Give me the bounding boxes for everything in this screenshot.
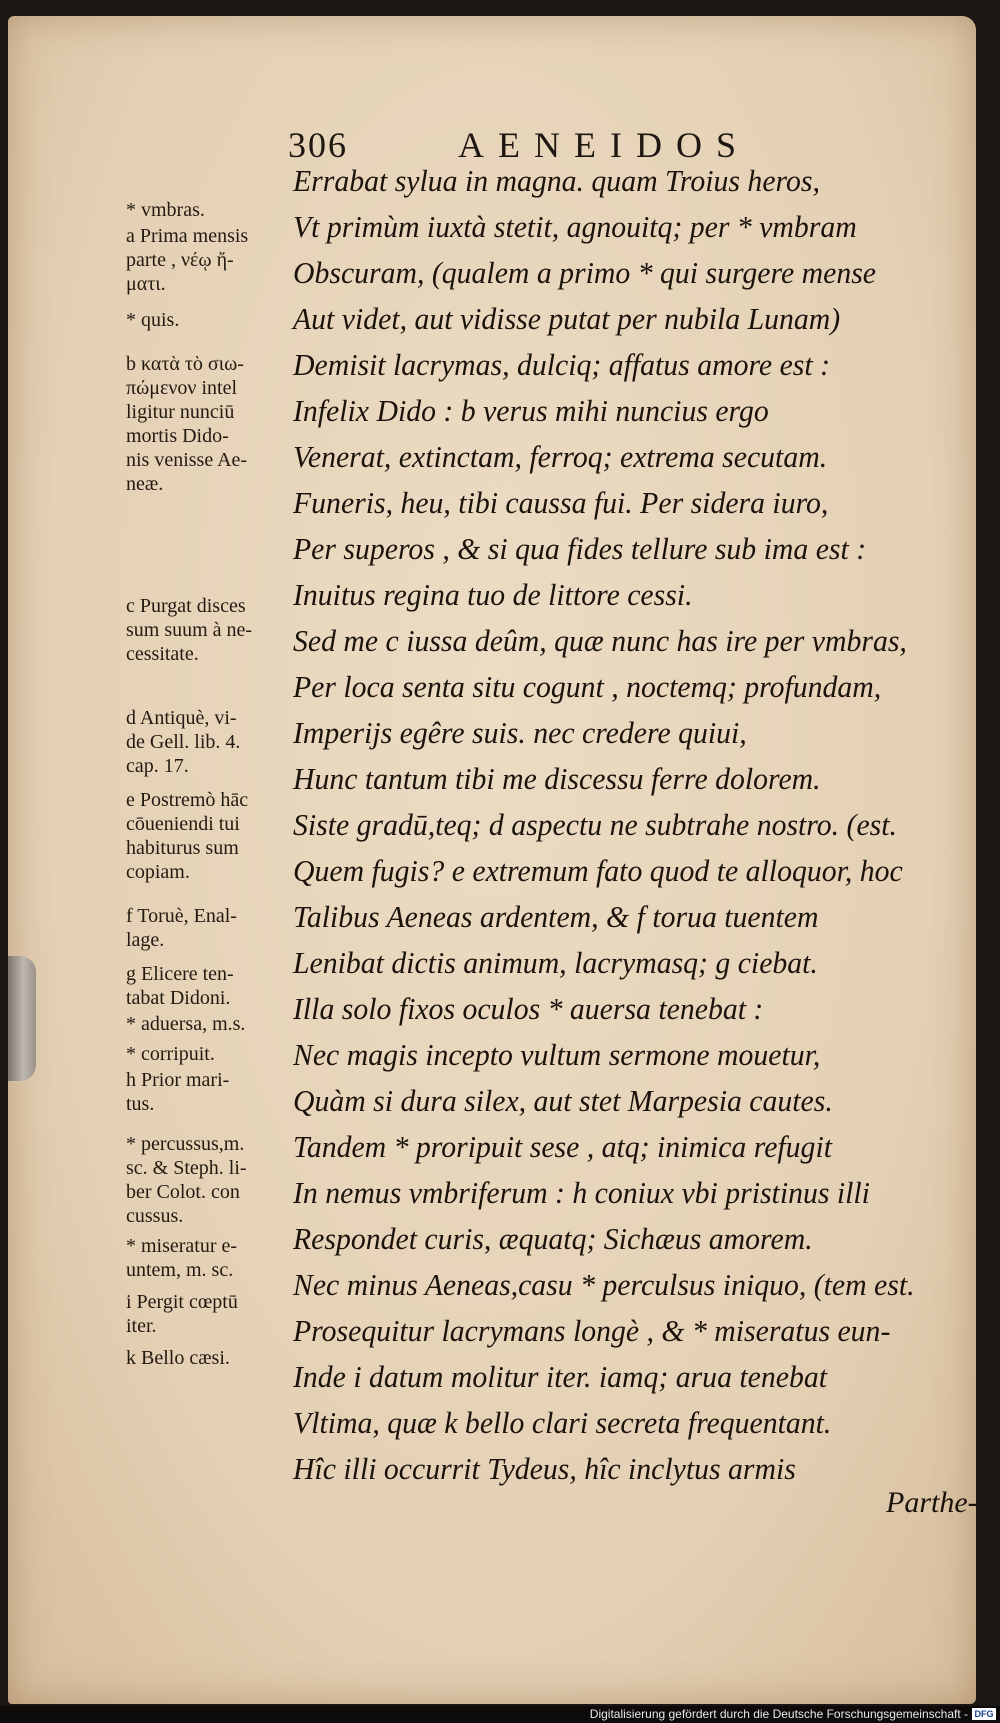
digitization-footer — [0, 1706, 1000, 1723]
margin-note: a Prima mensis parte , νέῳ ἤ- ματι. — [126, 225, 249, 295]
margin-note: e Postremò hāc cōueniendi tui habiturus sum copiam. — [126, 789, 249, 883]
margin-note: * miseratur e- untem, m. sc. — [126, 1235, 238, 1281]
margin-note: * aduersa, m.s. — [126, 1013, 246, 1035]
margin-note: k Bello cæsi. — [126, 1347, 230, 1369]
verse-line: Hunc tantum tibi me discessu ferre dolorem. — [293, 761, 821, 796]
verse-line: Vt primùm iuxtà stetit, agnouitq; per * vmbram — [293, 209, 857, 244]
margin-note: d Antiquè, vi- de Gell. lib. 4. cap. 17. — [126, 707, 241, 777]
verse-line: Funeris, heu, tibi caussa fui. Per sidera iuro, — [293, 485, 829, 520]
verse-line: Tandem * proripuit sese , atq; inimica refugit — [293, 1129, 832, 1164]
verse-line: Inuitus regina tuo de littore cessi. — [293, 577, 693, 612]
margin-note: b κατὰ τὸ σιω- πώμενον intel ligitur nunciū mortis Dido- nis venisse Ae- neæ. — [126, 353, 248, 495]
verse-line: Per superos , & si qua fides tellure sub ima est : — [293, 531, 867, 566]
verse-line: Illa solo fixos oculos * auersa tenebat : — [293, 991, 764, 1026]
margin-note: * percussus,m. sc. & Steph. li- ber Colot. con cussus. — [126, 1133, 247, 1227]
verse-line: Respondet curis, æquatq; Sichæus amorem. — [293, 1221, 813, 1256]
margin-note: h Prior mari- tus. — [126, 1069, 230, 1115]
verse-line: Imperijs egêre suis. nec credere quiui, — [293, 715, 747, 750]
verse-line: Nec magis incepto vultum sermone mouetur, — [293, 1037, 821, 1072]
verse-line: Prosequitur lacrymans longè , & * miseratus eun- — [293, 1313, 891, 1348]
verse-line: Venerat, extinctam, ferroq; extrema secutam. — [293, 439, 828, 474]
verse-line: Vltima, quæ k bello clari secreta frequentant. — [293, 1405, 832, 1440]
verse-line: Quàm si dura silex, aut stet Marpesia cautes. — [293, 1083, 833, 1118]
verse-line: In nemus vmbriferum : h coniux vbi pristinus illi — [293, 1175, 870, 1210]
verse-line: Sed me c iussa deûm, quæ nunc has ire per vmbras, — [293, 623, 907, 658]
margin-note: g Elicere ten- tabat Didoni. — [126, 963, 234, 1009]
verse-line: Errabat sylua in magna. quam Troius heros, — [293, 163, 820, 198]
running-title: AENEIDOS — [458, 125, 750, 165]
catchword: Parthe- — [886, 1486, 978, 1519]
verse-line: Hîc illi occurrit Tydeus, hîc inclytus armis — [293, 1451, 796, 1486]
funding-credit: Digitalisierung gefördert durch die Deutsche Forschungsgemeinschaft - — [589, 1707, 968, 1721]
margin-note: c Purgat disces sum suum à ne- cessitate. — [126, 595, 253, 665]
book-page — [8, 16, 976, 1704]
verse-text — [8, 16, 1000, 1516]
verse-line: Quem fugis? e extremum fato quod te alloquor, hoc — [293, 853, 903, 888]
margin-note: * quis. — [126, 309, 180, 331]
margin-note: * vmbras. — [126, 199, 205, 221]
verse-line: Lenibat dictis animum, lacrymasq; g ciebat. — [293, 945, 818, 980]
margin-note: i Pergit cœptū iter. — [126, 1291, 238, 1337]
verse-line: Inde i datum molitur iter. iamq; arua tenebat — [293, 1359, 827, 1394]
verse-line: Aut videt, aut vidisse putat per nubila Lunam) — [293, 301, 841, 336]
verse-line: Obscuram, (qualem a primo * qui surgere mense — [293, 255, 877, 290]
verse-line: Per loca senta situ cogunt , noctemq; profundam, — [293, 669, 882, 704]
margin-note: f Toruè, Enal- lage. — [126, 905, 237, 951]
dfg-logo: DFG — [972, 1708, 996, 1720]
verse-line: Talibus Aeneas ardentem, & f torua tuentem — [293, 899, 819, 934]
verse-line: Siste gradū,teq; d aspectu ne subtrahe nostro. (est. — [293, 807, 897, 842]
verse-line: Demisit lacrymas, dulciq; affatus amore est : — [293, 347, 830, 382]
page-number: 306 — [288, 125, 348, 165]
verse-line: Infelix Dido : b verus mihi nuncius ergo — [293, 393, 769, 428]
verse-line: Nec minus Aeneas,casu * perculsus iniquo, (tem est. — [293, 1267, 915, 1302]
margin-note: * corripuit. — [126, 1043, 215, 1065]
